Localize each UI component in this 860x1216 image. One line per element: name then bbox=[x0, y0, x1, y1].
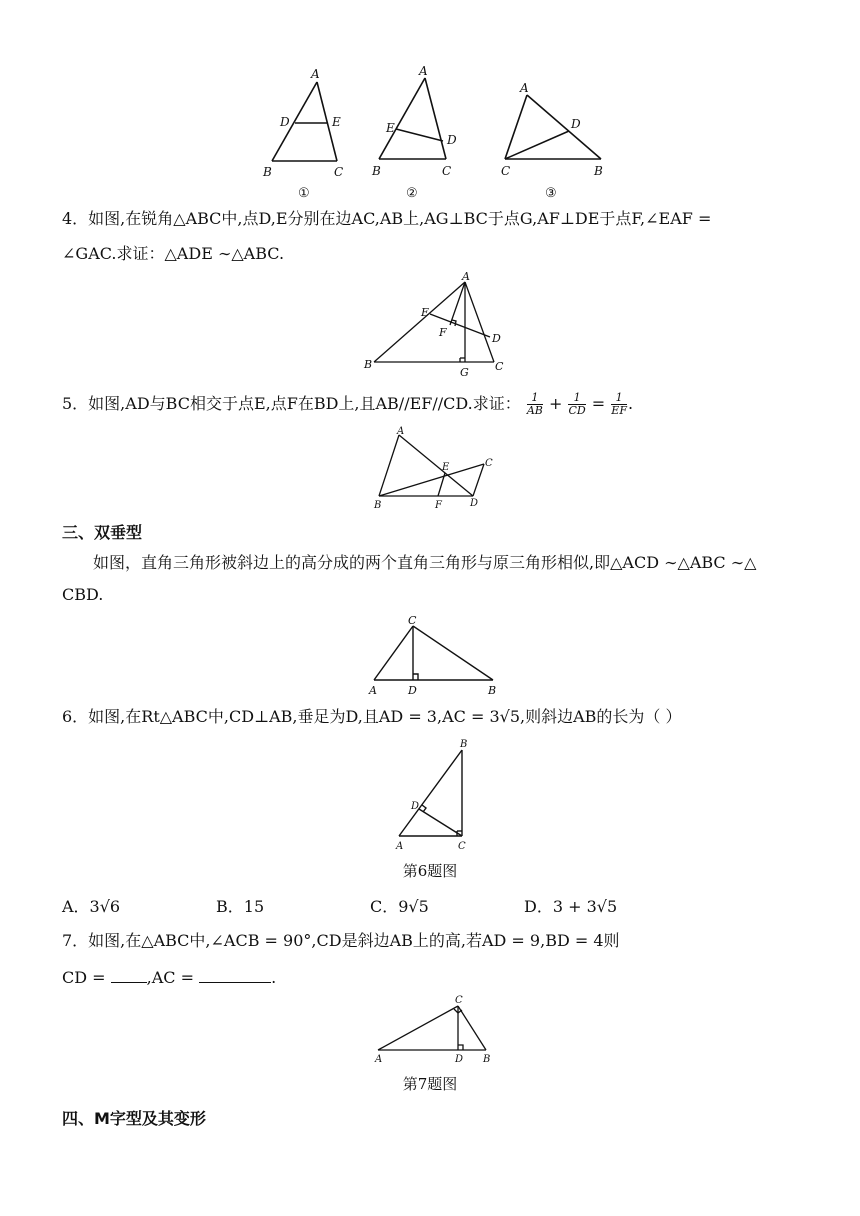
q7-label: D bbox=[455, 1054, 464, 1065]
fig3-label: A bbox=[520, 81, 529, 95]
q6-option-c: C．9√5 bbox=[370, 897, 429, 916]
s3-paragraph-line2: CBD. bbox=[62, 585, 104, 604]
q5-frac3: $\frac{1}{EF}$ bbox=[611, 391, 627, 417]
q5-plus: + bbox=[548, 394, 563, 413]
fig3-label: B bbox=[594, 164, 603, 178]
q4-label: E bbox=[421, 306, 430, 319]
q5-eq: = bbox=[591, 394, 606, 413]
q5-label: F bbox=[435, 500, 442, 511]
q4-line1: 4．如图,在锐角△ABC中,点D,E分别在边AC,AB上,AG⊥BC于点G,AF⊥DE于点F,∠EAF = bbox=[62, 209, 712, 228]
fig3-label: C bbox=[501, 164, 511, 178]
q5-frac1: $\frac{1}{AB}$ bbox=[526, 391, 543, 417]
s3-label: D bbox=[408, 684, 417, 697]
q7-cd-blank[interactable] bbox=[111, 966, 147, 983]
q5-line bbox=[62, 392, 633, 417]
s3-paragraph-line1: 如图，直角三角形被斜边上的高分成的两个直角三角形与原三角形相似,即△ACD ∼△ABC ∼△ bbox=[93, 553, 757, 572]
q7-ac-blank[interactable] bbox=[199, 966, 271, 983]
q7-end: . bbox=[271, 968, 277, 987]
fig2-caption: ② bbox=[406, 186, 418, 201]
q5-label: A bbox=[397, 426, 405, 437]
q4-label: B bbox=[364, 358, 373, 371]
q7-line1: 7．如图,在△ABC中,∠ACB = 90°,CD是斜边AB上的高,若AD = 9,BD = 4则 bbox=[62, 931, 620, 950]
q5-frac2: $\frac{1}{CD}$ bbox=[568, 391, 586, 417]
s3-label: A bbox=[369, 684, 377, 697]
q6-label: D bbox=[411, 801, 420, 812]
q7-figure bbox=[370, 992, 500, 1068]
q4-label: A bbox=[462, 272, 470, 283]
q6-label: C bbox=[458, 841, 466, 852]
figure-2 bbox=[379, 78, 446, 159]
s3-label: B bbox=[488, 684, 497, 697]
s3-label: C bbox=[408, 614, 417, 627]
fig3-label: D bbox=[571, 117, 581, 131]
figure-group-top bbox=[255, 62, 615, 202]
q6-label: A bbox=[396, 841, 404, 852]
q5-label: C bbox=[485, 458, 493, 469]
q5-label: E bbox=[442, 462, 450, 473]
q7-label: C bbox=[455, 995, 463, 1006]
q6-label: B bbox=[460, 739, 468, 750]
fig1-label: D bbox=[280, 115, 290, 129]
section-4-heading: 四、M字型及其变形 bbox=[62, 1109, 206, 1128]
fig1-label: B bbox=[263, 165, 272, 179]
q5-label: D bbox=[470, 498, 479, 509]
q4-label: F bbox=[439, 326, 447, 339]
q6-option-a: A．3√6 bbox=[62, 897, 121, 916]
q7-label: A bbox=[375, 1054, 383, 1065]
q4-label: D bbox=[492, 332, 501, 345]
q6-caption: 第6题图 bbox=[402, 862, 458, 880]
q6-option-b: B．15 bbox=[216, 897, 265, 916]
q7-caption: 第7题图 bbox=[402, 1075, 458, 1093]
fig2-label: B bbox=[372, 164, 381, 178]
q5-label: B bbox=[374, 500, 382, 511]
q6-figure bbox=[390, 736, 480, 856]
q5-text: 5．如图,AD与BC相交于点E,点F在BD上,且AB//EF//CD.求证： bbox=[62, 394, 521, 413]
q4-label: C bbox=[495, 360, 504, 373]
q7-cd-label: CD = bbox=[62, 968, 106, 987]
q4-label: G bbox=[460, 366, 469, 379]
q4-figure bbox=[360, 272, 510, 382]
fig1-label: A bbox=[311, 67, 320, 81]
q7-label: B bbox=[483, 1054, 491, 1065]
fig2-label: E bbox=[386, 121, 395, 135]
fig2-label: C bbox=[442, 164, 452, 178]
q4-line2: ∠GAC.求证：△ADE ∼△ABC. bbox=[62, 244, 285, 263]
q7-ac-label: ,AC = bbox=[146, 968, 195, 987]
fig1-label: E bbox=[332, 115, 341, 129]
s3-figure bbox=[360, 610, 510, 700]
q7-line2 bbox=[62, 966, 276, 989]
section-3-heading: 三、双垂型 bbox=[62, 523, 143, 542]
fig3-caption: ③ bbox=[545, 186, 557, 201]
fig2-label: A bbox=[419, 64, 428, 78]
fig1-caption: ① bbox=[298, 186, 310, 201]
fig1-label: C bbox=[334, 165, 344, 179]
fig2-label: D bbox=[447, 133, 457, 147]
figure-3 bbox=[505, 95, 601, 159]
q5-figure bbox=[368, 426, 508, 516]
q6-option-d: D．3 + 3√5 bbox=[524, 897, 618, 916]
q6-text: 6．如图,在Rt△ABC中,CD⊥AB,垂足为D,且AD = 3,AC = 3√5,则斜边AB的长为（ ） bbox=[62, 707, 682, 726]
q5-end: . bbox=[627, 394, 634, 413]
